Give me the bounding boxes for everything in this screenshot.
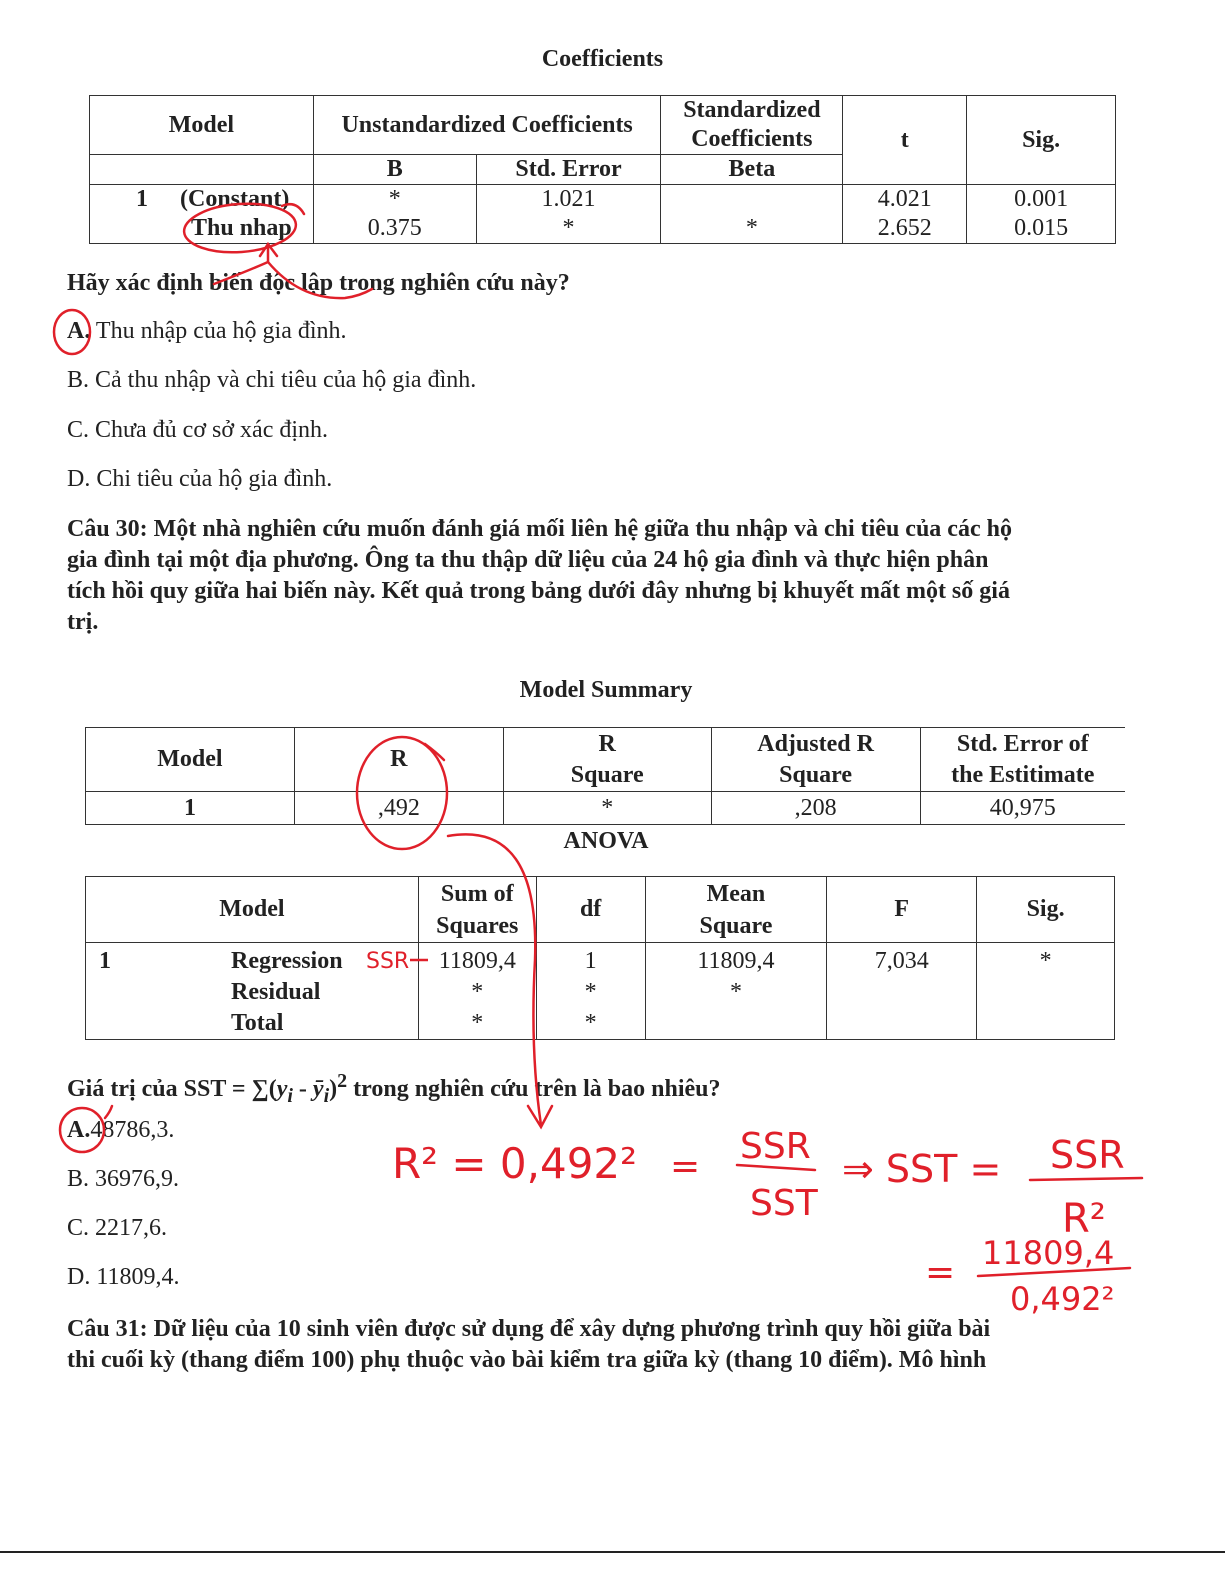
- f-cell: [827, 943, 977, 1040]
- option-b[interactable]: [67, 1166, 179, 1193]
- question-29: Hãy xác định biến độc lập trong nghiên cứu này?: [67, 270, 570, 296]
- question-line: Câu 30: Một nhà nghiên cứu muốn đánh giá mối liên hệ giữa thu nhập và chi tiêu của các hộ: [67, 516, 1012, 542]
- header-beta: Beta: [661, 155, 843, 185]
- sig-value: *: [1039, 948, 1052, 974]
- r-square-value: *: [503, 792, 711, 825]
- option-text: Chưa đủ cơ sở xác định.: [95, 417, 329, 443]
- option-a[interactable]: [67, 318, 347, 345]
- formula-close: ): [329, 1076, 338, 1102]
- row-num: 1: [99, 948, 111, 974]
- option-letter: D.: [67, 1264, 91, 1290]
- b-cell: [313, 185, 476, 244]
- header-standardized-line1: Standardized: [683, 97, 821, 123]
- std-error-value: 40,975: [920, 792, 1125, 825]
- formula-minus: -: [292, 1076, 313, 1102]
- df-cell: [536, 943, 645, 1040]
- row-name: Thu nhap: [191, 215, 292, 241]
- model-summary-title: Model Summary: [519, 677, 693, 703]
- r-value: ,492: [294, 792, 503, 825]
- question-line: trị.: [67, 609, 99, 635]
- question-line: gia đình tại một địa phương. Ông ta thu thập dữ liệu của 24 hộ gia đình và thực hiện phân: [67, 547, 989, 573]
- f-value: 7,034: [874, 948, 929, 974]
- df-value: 1: [584, 948, 597, 974]
- anova-title: ANOVA: [563, 828, 649, 854]
- table-row: [86, 792, 1126, 825]
- header-model: Model: [86, 728, 295, 792]
- header-sum-of-squares: [418, 877, 536, 943]
- df-value: *: [584, 979, 597, 1005]
- option-letter: C.: [67, 1215, 90, 1241]
- header-r-square: [503, 728, 711, 792]
- header-std-error: Std. Error: [476, 155, 661, 185]
- formula-lhs: R² = 0,492²: [392, 1139, 637, 1188]
- formula-prefix: Giá trị của SST = ∑(: [67, 1076, 277, 1102]
- row-name: Regression: [231, 948, 343, 974]
- ss-value: *: [471, 979, 484, 1005]
- model-cell: [90, 185, 314, 244]
- option-text: 36976,9.: [95, 1166, 180, 1192]
- beta-value: *: [745, 215, 758, 241]
- fraction1-numerator: SSR: [740, 1126, 811, 1167]
- header-unstandardized: Unstandardized Coefficients: [313, 96, 661, 155]
- header-sig: Sig.: [977, 877, 1115, 943]
- formula-subscript: i: [323, 1084, 330, 1107]
- option-text: 11809,4.: [96, 1264, 180, 1290]
- ms-value: *: [729, 979, 742, 1005]
- ss-value: 11809,4: [438, 948, 516, 974]
- option-letter: B.: [67, 367, 90, 393]
- option-text: 48786,3.: [90, 1117, 175, 1143]
- se-value: *: [562, 215, 575, 241]
- header-adjusted-r-square: [711, 728, 920, 792]
- page-bottom-rule: [0, 1551, 1225, 1553]
- option-letter: A.: [67, 1117, 91, 1143]
- ssr-tag: SSR: [366, 949, 410, 974]
- ms-value: 11809,4: [697, 948, 775, 974]
- header-mean-square: [645, 877, 827, 943]
- header-line: R: [598, 730, 616, 757]
- implies-sst: ⇒ SST =: [842, 1147, 1002, 1191]
- option-letter: D.: [67, 466, 91, 492]
- beta-cell: [661, 185, 843, 244]
- model-cell: [86, 943, 419, 1040]
- option-d[interactable]: [67, 1264, 179, 1291]
- header-model: Model: [86, 877, 419, 943]
- ss-cell: [418, 943, 536, 1040]
- table-row: [86, 943, 1115, 1040]
- ss-value: *: [471, 1010, 484, 1036]
- option-text: Cả thu nhập và chi tiêu của hộ gia đình.: [95, 367, 477, 393]
- header-model: Model: [90, 96, 314, 155]
- formula-ybar: ȳ: [312, 1076, 324, 1102]
- option-b[interactable]: [67, 367, 476, 394]
- question-line: Câu 31: Dữ liệu của 10 sinh viên được sử dụng để xây dựng phương trình quy hồi giữa bài: [67, 1316, 991, 1342]
- sig-value: 0.001: [1014, 186, 1069, 212]
- ms-cell: [645, 943, 827, 1040]
- fraction-bar: [978, 1268, 1130, 1276]
- row-name: (Constant): [180, 186, 290, 212]
- option-c[interactable]: [67, 1215, 167, 1242]
- question-30: [67, 514, 1127, 638]
- option-d[interactable]: [67, 466, 332, 493]
- header-line: the Estitimate: [951, 761, 1095, 788]
- question-line: thi cuối kỳ (thang điểm 100) phụ thuộc vào bài kiểm tra giữa kỳ (thang 10 điểm). Mô hình: [67, 1347, 987, 1373]
- fraction1-denominator: SST: [750, 1183, 818, 1224]
- t-value: 4.021: [877, 186, 932, 212]
- header-line: Square: [699, 912, 773, 939]
- header-df: df: [536, 877, 645, 943]
- header-b: B: [313, 155, 476, 185]
- se-value: 1.021: [541, 186, 596, 212]
- header-model-blank: [90, 155, 314, 185]
- row-name: Residual: [231, 979, 321, 1005]
- equals-2: =: [925, 1252, 956, 1293]
- formula-equals: =: [670, 1146, 701, 1187]
- header-line: Mean: [706, 880, 766, 907]
- question-sst: [67, 1066, 721, 1112]
- anova-table: [85, 876, 1115, 1040]
- model-value: 1: [86, 792, 295, 825]
- header-line: Adjusted R: [757, 730, 874, 757]
- sig-value: 0.015: [1014, 215, 1069, 241]
- adjusted-r-square-value: ,208: [711, 792, 920, 825]
- header-standardized: [661, 96, 843, 155]
- sig-cell: [967, 185, 1116, 244]
- option-a[interactable]: [67, 1117, 174, 1144]
- fraction2-denominator: R²: [1062, 1196, 1106, 1242]
- header-t: t: [843, 96, 967, 185]
- beta-value: [661, 185, 842, 214]
- formula-exponent: 2: [337, 1070, 348, 1092]
- row-name: Total: [231, 1010, 284, 1036]
- option-text: 2217,6.: [95, 1215, 168, 1241]
- row-num: 1: [136, 186, 148, 212]
- fraction3-numerator: 11809,4: [982, 1234, 1115, 1272]
- formula-subscript: i: [287, 1084, 293, 1107]
- header-f: F: [827, 877, 977, 943]
- header-std-error-estimate: [920, 728, 1125, 792]
- t-cell: [843, 185, 967, 244]
- header-sig: Sig.: [967, 96, 1116, 185]
- option-letter: C.: [67, 417, 90, 443]
- t-value: 2.652: [877, 215, 932, 241]
- header-r: R: [294, 728, 503, 792]
- header-line: Square: [779, 761, 853, 788]
- option-text: Thu nhập của hộ gia đình.: [95, 318, 347, 344]
- coefficients-table: [89, 95, 1116, 244]
- header-line: Sum of: [440, 880, 514, 907]
- header-line: Squares: [436, 912, 519, 939]
- model-summary-table: [85, 727, 1125, 825]
- fraction2-numerator: SSR: [1050, 1133, 1125, 1177]
- formula-suffix: trong nghiên cứu trên là bao nhiêu?: [347, 1076, 721, 1102]
- header-standardized-line2: Coefficients: [691, 126, 813, 152]
- question-31: [67, 1314, 1127, 1376]
- coefficients-title: Coefficients: [541, 46, 664, 72]
- fraction-bar: [737, 1165, 815, 1170]
- se-cell: [476, 185, 661, 244]
- table-row: [90, 185, 1116, 244]
- header-line: Std. Error of: [956, 730, 1089, 757]
- option-c[interactable]: [67, 417, 328, 444]
- b-value: *: [388, 186, 401, 212]
- question-line: tích hồi quy giữa hai biến này. Kết quả trong bảng dưới đây nhưng bị khuyết mất một số giá: [67, 578, 1010, 604]
- df-value: *: [584, 1010, 597, 1036]
- option-letter: A.: [67, 318, 91, 344]
- formula-y: y: [276, 1076, 288, 1102]
- option-letter: B.: [67, 1166, 90, 1192]
- sig-cell: [977, 943, 1115, 1040]
- fraction3-denominator: 0,492²: [1010, 1280, 1115, 1318]
- b-value: 0.375: [367, 215, 422, 241]
- header-line: Square: [570, 761, 644, 788]
- option-text: Chi tiêu của hộ gia đình.: [96, 466, 333, 492]
- fraction-bar: [1030, 1178, 1142, 1180]
- arrow-head: [260, 244, 277, 256]
